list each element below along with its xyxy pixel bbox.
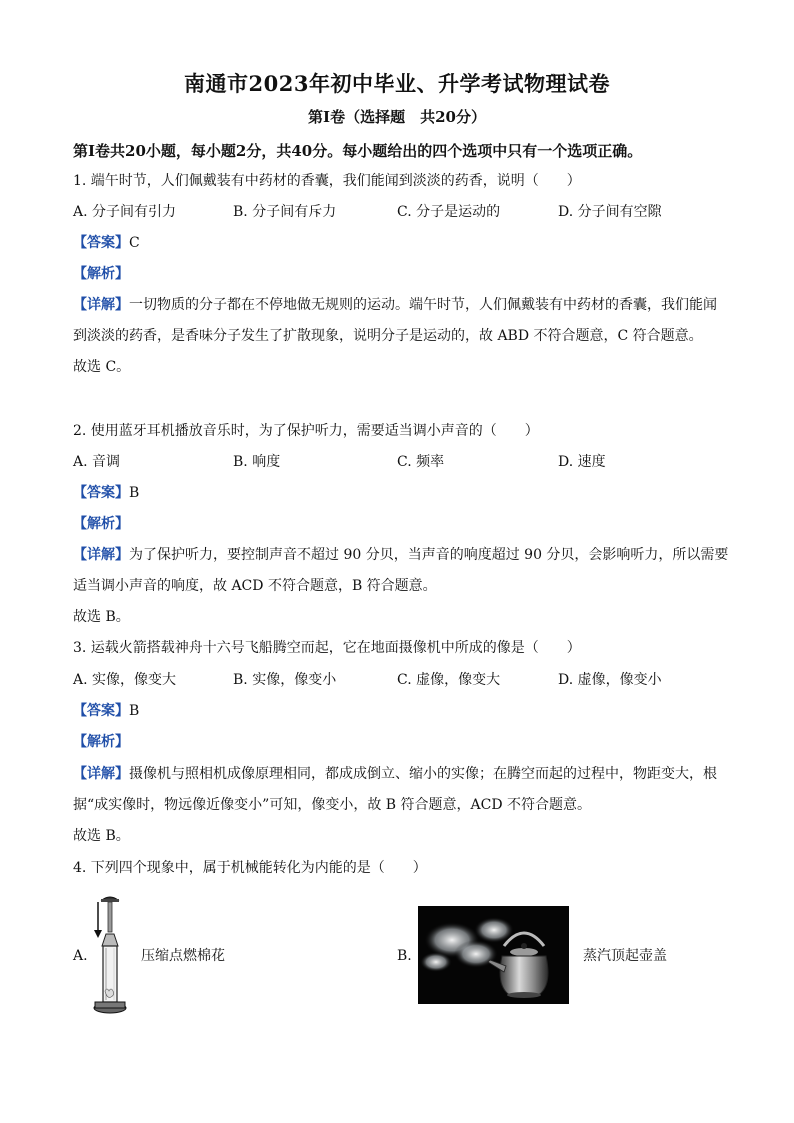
question-2-option-d: D. 速度 <box>558 454 606 470</box>
question-3-option-d: D. 虚像，像变小 <box>558 672 662 688</box>
page-title: 南通市2023年初中毕业、升学考试物理试卷 <box>184 71 610 96</box>
analysis-tag: 【解析】 <box>73 516 129 532</box>
question-1-analysis <box>73 264 733 284</box>
question-2-option-a: A. 音调 <box>73 454 121 470</box>
question-1-detail-line-2: 到淡淡的药香，是香味分子发生了扩散现象，说明分子是运动的，故 ABD 不符合题意，C 符合题意。 <box>73 328 703 344</box>
question-3-stem: 3. 运载火箭搭载神舟十六号飞船腾空而起，它在地面摄像机中所成的像是（ ） <box>73 640 581 656</box>
section-instruction: 第Ⅰ卷共20小题，每小题2分，共40分。每小题给出的四个选项中只有一个选项正确。 <box>73 142 643 160</box>
question-3-option-a: A. 实像，像变大 <box>73 672 177 688</box>
detail-text: 摄像机与照相机成像原理相同，都成成倒立、缩小的实像；在腾空而起的过程中，物距变大，根 <box>129 766 717 782</box>
question-3-detail-line-1 <box>73 764 733 784</box>
question-4-option-a-letter: A. <box>73 948 88 964</box>
question-2-option-c: C. 频率 <box>397 454 445 470</box>
question-1-option-b: B. 分子间有斥力 <box>233 204 337 220</box>
compression-cylinder-figure <box>92 894 132 1020</box>
question-2-option-b: B. 响度 <box>233 454 281 470</box>
answer-tag: 【答案】 <box>73 485 129 501</box>
question-4-option-b-letter: B. <box>397 948 412 964</box>
question-1-answer <box>73 233 733 253</box>
question-2-conclusion: 故选 B。 <box>73 609 130 625</box>
question-2-stem: 2. 使用蓝牙耳机播放音乐时，为了保护听力，需要适当调小声音的（ ） <box>73 423 539 439</box>
question-3-option-c: C. 虚像，像变大 <box>397 672 501 688</box>
question-2-answer <box>73 483 733 503</box>
question-1-option-d: D. 分子间有空隙 <box>558 204 662 220</box>
question-1-option-a: A. 分子间有引力 <box>73 204 177 220</box>
detail-tag: 【详解】 <box>73 297 129 313</box>
analysis-tag: 【解析】 <box>73 734 129 750</box>
detail-text: 为了保护听力，要控制声音不超过 90 分贝，当声音的响度超过 90 分贝，会影响听力，所以需要 <box>129 547 729 563</box>
question-3-conclusion: 故选 B。 <box>73 828 130 844</box>
detail-tag: 【详解】 <box>73 766 129 782</box>
answer-value: B <box>129 485 140 501</box>
question-1-option-c: C. 分子是运动的 <box>397 204 501 220</box>
detail-text: 一切物质的分子都在不停地做无规则的运动。端午时节，人们佩戴装有中药材的香囊，我们能闻 <box>129 297 717 313</box>
question-3-analysis <box>73 732 733 752</box>
question-1-detail-line-1 <box>73 295 733 315</box>
question-3-detail-line-2: 据“成实像时，物远像近像变小”可知，像变小，故 B 符合题意，ACD 不符合题意。 <box>73 797 591 813</box>
detail-tag: 【详解】 <box>73 547 129 563</box>
question-4-stem: 4. 下列四个现象中，属于机械能转化为内能的是（ ） <box>73 860 427 876</box>
answer-value: B <box>129 703 140 719</box>
question-2-analysis <box>73 514 733 534</box>
question-3-option-b: B. 实像，像变小 <box>233 672 337 688</box>
answer-tag: 【答案】 <box>73 703 129 719</box>
kettle-steam-photo <box>418 906 569 1004</box>
answer-value: C <box>129 235 140 251</box>
question-2-detail-line-1 <box>73 545 733 565</box>
analysis-tag: 【解析】 <box>73 266 129 282</box>
question-4-option-b-label: 蒸汽顶起壶盖 <box>583 948 667 964</box>
question-2-detail-line-2: 适当调小声音的响度，故 ACD 不符合题意，B 符合题意。 <box>73 578 437 594</box>
section-subtitle: 第Ⅰ卷（选择题 共20分） <box>308 108 486 126</box>
question-1-stem: 1. 端午时节，人们佩戴装有中药材的香囊，我们能闻到淡淡的药香，说明（ ） <box>73 173 581 189</box>
answer-tag: 【答案】 <box>73 235 129 251</box>
question-3-answer <box>73 701 733 721</box>
question-4-option-a-label: 压缩点燃棉花 <box>141 948 225 964</box>
question-1-conclusion: 故选 C。 <box>73 359 131 375</box>
